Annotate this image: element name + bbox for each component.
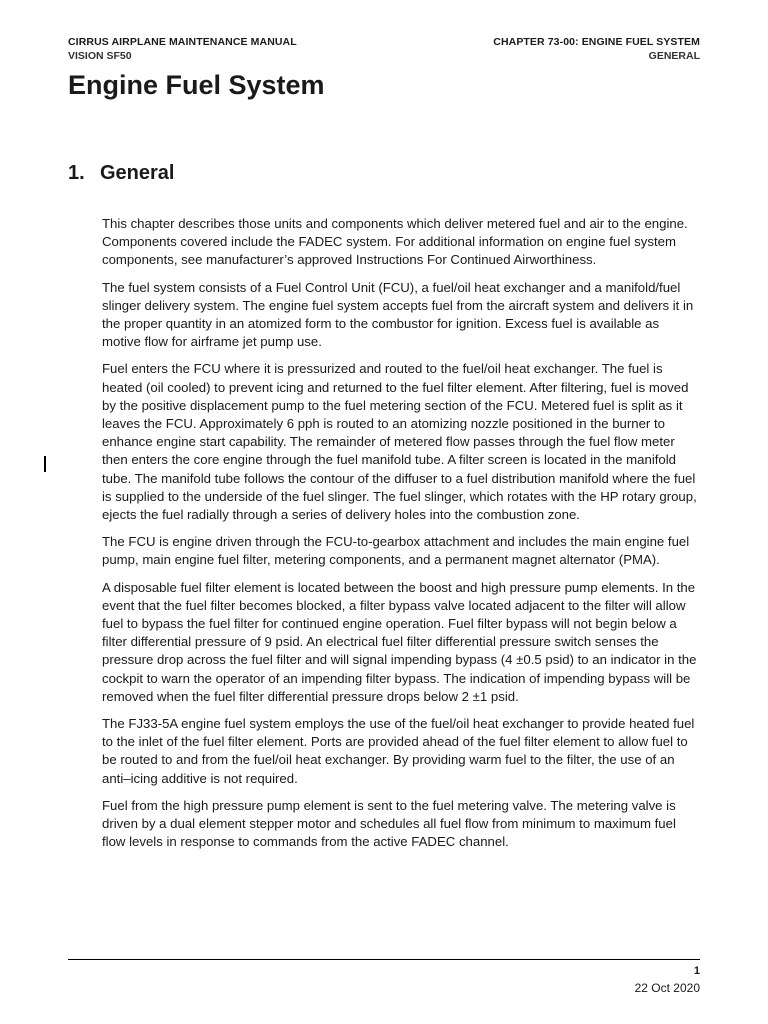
footer-divider (68, 959, 700, 960)
section-label: GENERAL (648, 50, 700, 62)
paragraph: This chapter describes those units and components which deliver metered fuel and air to the engine. Components covered include the FADEC system. For additional information on engine fuel system components, see manufacturer’s approved Instructions For Continued Airworthiness. (102, 216, 688, 268)
page-title: Engine Fuel System (68, 70, 325, 100)
revision-change-bar (44, 456, 46, 472)
page-number: 1 (693, 965, 700, 977)
paragraph: Fuel from the high pressure pump element is sent to the fuel metering valve. The metering valve is driven by a dual element stepper motor and schedules all fuel flow from minimum to maximum fuel flow levels in response to commands from the active FADEC channel. (102, 797, 676, 850)
paragraph: The fuel system consists of a Fuel Control Unit (FCU), a fuel/oil heat exchanger and a manifold/fuel slinger delivery system. The engine fuel system accepts fuel from the aircraft system and delivers it in the proper quantity in an atomized form to the combustor for ignition. Excess fuel is available as motive flow for airframe jet pump use. (102, 279, 694, 350)
section-label-text: General (100, 162, 175, 184)
header-left (68, 35, 297, 63)
chapter-label: CHAPTER 73-00: ENGINE FUEL SYSTEM (493, 36, 700, 48)
section-heading (68, 162, 174, 185)
manual-title: CIRRUS AIRPLANE MAINTENANCE MANUAL (68, 36, 297, 48)
section-number: 1. (68, 162, 85, 184)
aircraft-model: VISION SF50 (68, 50, 132, 62)
paragraph: The FCU is engine driven through the FCU-to-gearbox attachment and includes the main engine fuel pump, main engine fuel filter, metering components, and a permanent magnet alternator (PMA). (102, 534, 690, 568)
paragraph: The FJ33-5A engine fuel system employs the use of the fuel/oil heat exchanger to provide heated fuel to the inlet of the fuel filter element. Ports are provided ahead of the fuel filter element to allow fuel to be routed to and from the fuel/oil heat exchanger. By providing warm fuel to the filter, the use of an anti–icing additive is not required. (102, 716, 695, 786)
header-right (493, 35, 700, 63)
revision-date: 22 Oct 2020 (634, 981, 700, 995)
body-text (102, 215, 700, 861)
paragraph: A disposable fuel filter element is located between the boost and high pressure pump elements. In the event that the fuel filter becomes blocked, a filter bypass valve located adjacent to the filter will allow fuel to bypass the fuel filter for continued engine operation. Fuel filter bypass will not begin below a filter differential pressure of 9 psid. An electrical fuel filter differential pressure switch senses the pressure drop across the fuel filter and will signal impending bypass (4 ±0.5 psid) to an indicator in the cockpit to warn the operator of an impending filter bypass. The indication of impending bypass will be removed when the fuel filter differential pressure drops below 2 ±1 psid. (102, 579, 697, 704)
paragraph: Fuel enters the FCU where it is pressurized and routed to the fuel/oil heat exchanger. The fuel is heated (oil cooled) to prevent icing and returned to the fuel filter element. After filtering, fuel is moved by the positive displacement pump to the fuel metering section of the FCU. Metered fuel is split as it leaves the FCU. Approximately 6 pph is routed to an atomizing nozzle positioned in the burner to enhance engine start capability. The remainder of metered flow passes through the fuel flow meter then enters the core engine through the fuel manifold tube. A filter screen is located in the manifold tube. The manifold tube follows the contour of the diffuser to a fuel distribution manifold where the fuel is supplied to the underside of the fuel slinger. The fuel slinger, which rotates with the HP rotary group, ejects the fuel radially through a series of delivery holes into the combustion zone. (102, 361, 697, 523)
